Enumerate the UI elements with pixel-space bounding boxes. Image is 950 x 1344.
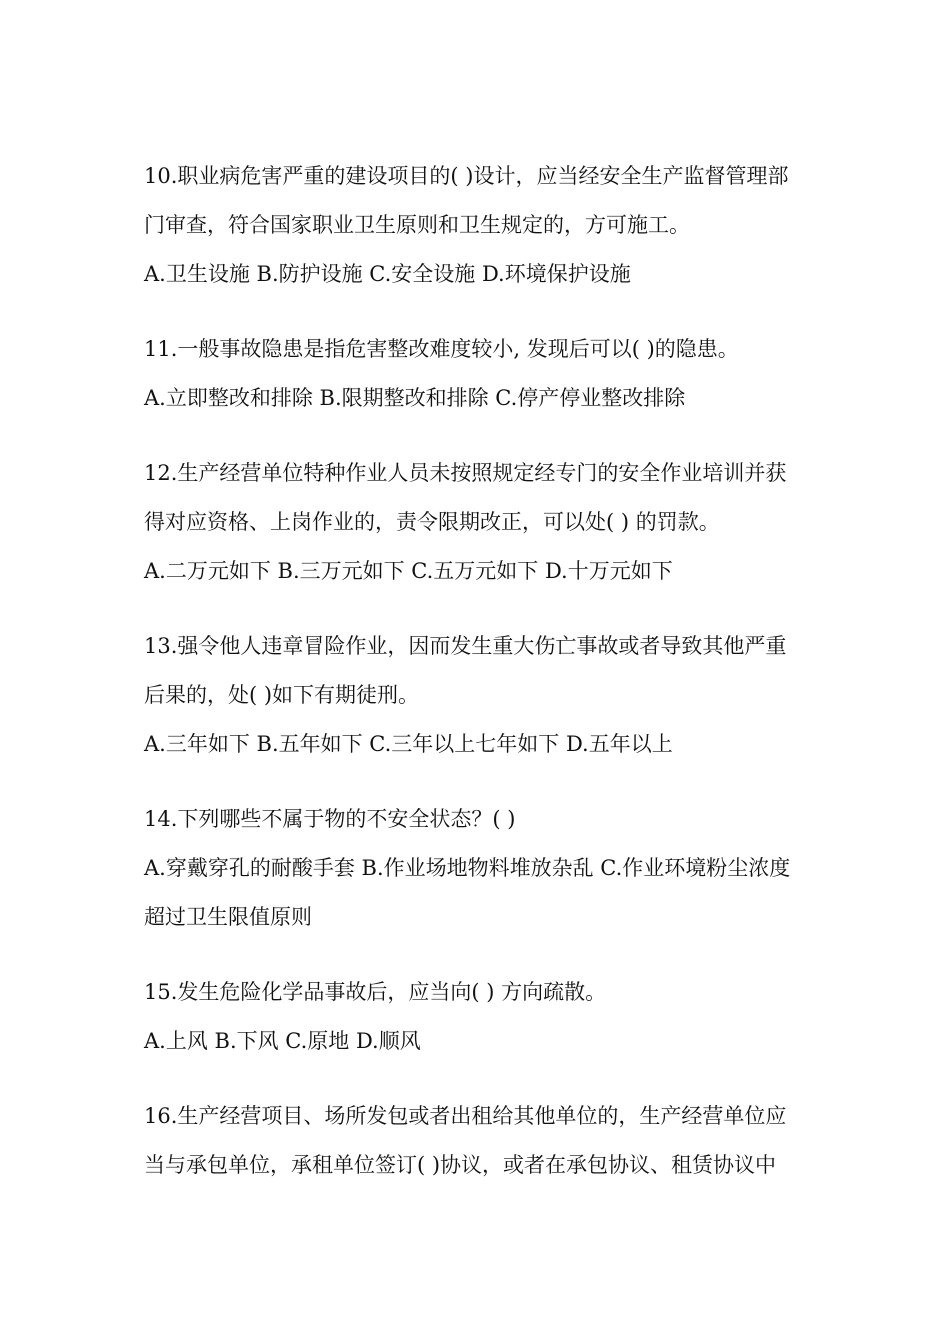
spacer bbox=[144, 942, 814, 968]
answer-options: A.二万元如下 B.三万元如下 C.五万元如下 D.十万元如下 bbox=[144, 559, 673, 583]
question-14 bbox=[144, 795, 814, 942]
answer-options: 超过卫生限值原则 bbox=[144, 905, 312, 929]
spacer bbox=[144, 596, 814, 622]
question-13 bbox=[144, 622, 814, 769]
question-11 bbox=[144, 325, 814, 423]
question-text-line: 10.职业病危害严重的建设项目的( )设计，应当经安全生产监督管理部 bbox=[144, 164, 789, 188]
question-text-line: 得对应资格、上岗作业的，责令限期改正，可以处( ) 的罚款。 bbox=[144, 510, 720, 534]
question-text-line: 15.发生危险化学品事故后，应当向( ) 方向疏散。 bbox=[144, 980, 607, 1004]
question-text-line: 门审查，符合国家职业卫生原则和卫生规定的，方可施工。 bbox=[144, 213, 690, 237]
question-text-line: 后果的，处( )如下有期徒刑。 bbox=[144, 683, 420, 707]
answer-options: A.穿戴穿孔的耐酸手套 B.作业场地物料堆放杂乱 C.作业环境粉尘浓度 bbox=[144, 856, 791, 880]
question-text-line: 14.下列哪些不属于物的不安全状态？( ) bbox=[144, 807, 516, 831]
question-text-line: 13.强令他人违章冒险作业，因而发生重大伤亡事故或者导致其他严重 bbox=[144, 634, 787, 658]
question-text-line: 12.生产经营单位特种作业人员未按照规定经专门的安全作业培训并获 bbox=[144, 461, 787, 485]
question-16 bbox=[144, 1092, 814, 1190]
answer-options: A.上风 B.下风 C.原地 D.顺风 bbox=[144, 1029, 421, 1053]
spacer bbox=[144, 299, 814, 325]
spacer bbox=[144, 1066, 814, 1092]
spacer bbox=[144, 423, 814, 449]
spacer bbox=[144, 769, 814, 795]
question-15 bbox=[144, 968, 814, 1066]
answer-options: A.立即整改和排除 B.限期整改和排除 C.停产停业整改排除 bbox=[144, 386, 686, 410]
answer-options: A.卫生设施 B.防护设施 C.安全设施 D.环境保护设施 bbox=[144, 262, 631, 286]
answer-options: A.三年如下 B.五年如下 C.三年以上七年如下 D.五年以上 bbox=[144, 732, 673, 756]
question-text-line: 11.一般事故隐患是指危害整改难度较小, 发现后可以( )的隐患。 bbox=[144, 337, 739, 361]
question-10 bbox=[144, 152, 814, 299]
question-12 bbox=[144, 449, 814, 596]
question-list bbox=[144, 152, 814, 1190]
question-text-line: 当与承包单位，承租单位签订( )协议，或者在承包协议、租赁协议中 bbox=[144, 1153, 777, 1177]
question-text-line: 16.生产经营项目、场所发包或者出租给其他单位的，生产经营单位应 bbox=[144, 1104, 787, 1128]
